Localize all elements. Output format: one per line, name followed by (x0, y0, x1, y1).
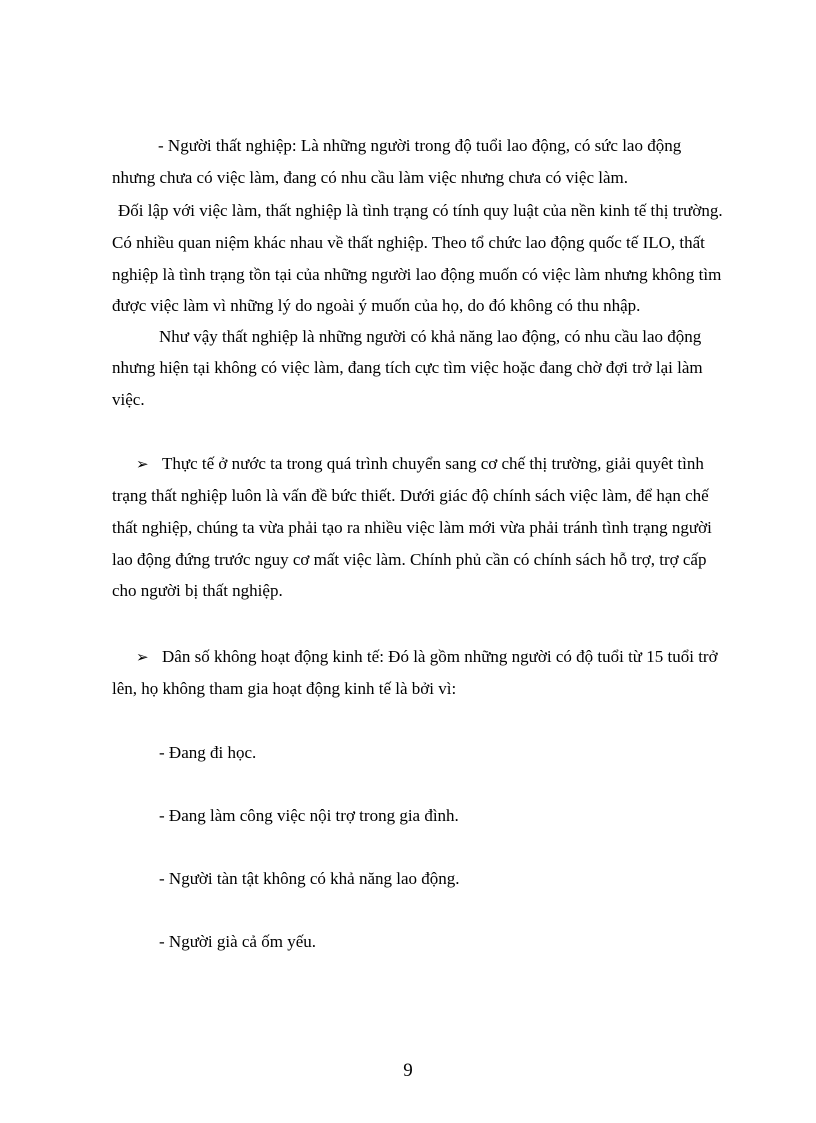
reality-line-5: cho người bị thất nghiệp. (112, 581, 283, 600)
reason-item-1: - Đang đi học. (159, 743, 257, 762)
reason-item-4: - Người già cả ốm yếu. (159, 932, 316, 951)
reason-item-3: - Người tàn tật không có khả năng lao động. (159, 869, 460, 888)
page-number: 9 (403, 1060, 413, 1081)
reality-line-4: lao động đứng trước nguy cơ mất việc làm. Chính phủ cần có chính sách hỗ trợ, trợ cấp (112, 550, 707, 569)
arrow-bullet-icon: ➢ (136, 650, 149, 666)
opposite-line-4: được việc làm vì những lý do ngoài ý muốn của họ, do đó không có thu nhập. (112, 296, 641, 315)
reality-line-3: thất nghiệp, chúng ta vừa phải tạo ra nhiều việc làm mới vừa phải tránh tình trạng người (112, 518, 712, 537)
opposite-line-3: nghiệp là tình trạng tồn tại của những người lao động muốn có việc làm nhưng không tìm (112, 265, 722, 284)
unemployed-line-1: - Người thất nghiệp: Là những người trong độ tuổi lao động, có sức lao động (158, 136, 682, 155)
thus-line-3: việc. (112, 390, 145, 409)
reality-line-1 (136, 454, 704, 475)
reality-line-2: trạng thất nghiệp luôn là vấn đề bức thiết. Dưới giác độ chính sách việc làm, để hạn chế (112, 486, 709, 505)
arrow-bullet-icon: ➢ (136, 457, 149, 473)
thus-line-1: Như vậy thất nghiệp là những người có khả năng lao động, có nhu cầu lao động (159, 327, 702, 346)
inactive-line-2: lên, họ không tham gia hoạt động kinh tế là bởi vì: (112, 679, 457, 698)
opposite-line-1: Đối lập với việc làm, thất nghiệp là tình trạng có tính quy luật của nền kinh tế thị trường. (118, 201, 723, 220)
opposite-line-2: Có nhiều quan niệm khác nhau về thất nghiệp. Theo tổ chức lao động quốc tế ILO, thất (112, 233, 705, 252)
inactive-line-1 (136, 647, 718, 668)
thus-line-2: nhưng hiện tại không có việc làm, đang tích cực tìm việc hoặc đang chờ đợi trở lại làm (112, 358, 703, 377)
reality-text-1: Thực tế ở nước ta trong quá trình chuyển sang cơ chế thị trường, giải quyêt tình (162, 454, 704, 473)
unemployed-line-2: nhưng chưa có việc làm, đang có nhu cầu làm việc nhưng chưa có việc làm. (112, 168, 628, 187)
inactive-text-1: Dân số không hoạt động kinh tế: Đó là gồm những người có độ tuổi từ 15 tuổi trở (162, 647, 718, 666)
reason-item-2: - Đang làm công việc nội trợ trong gia đình. (159, 806, 459, 825)
